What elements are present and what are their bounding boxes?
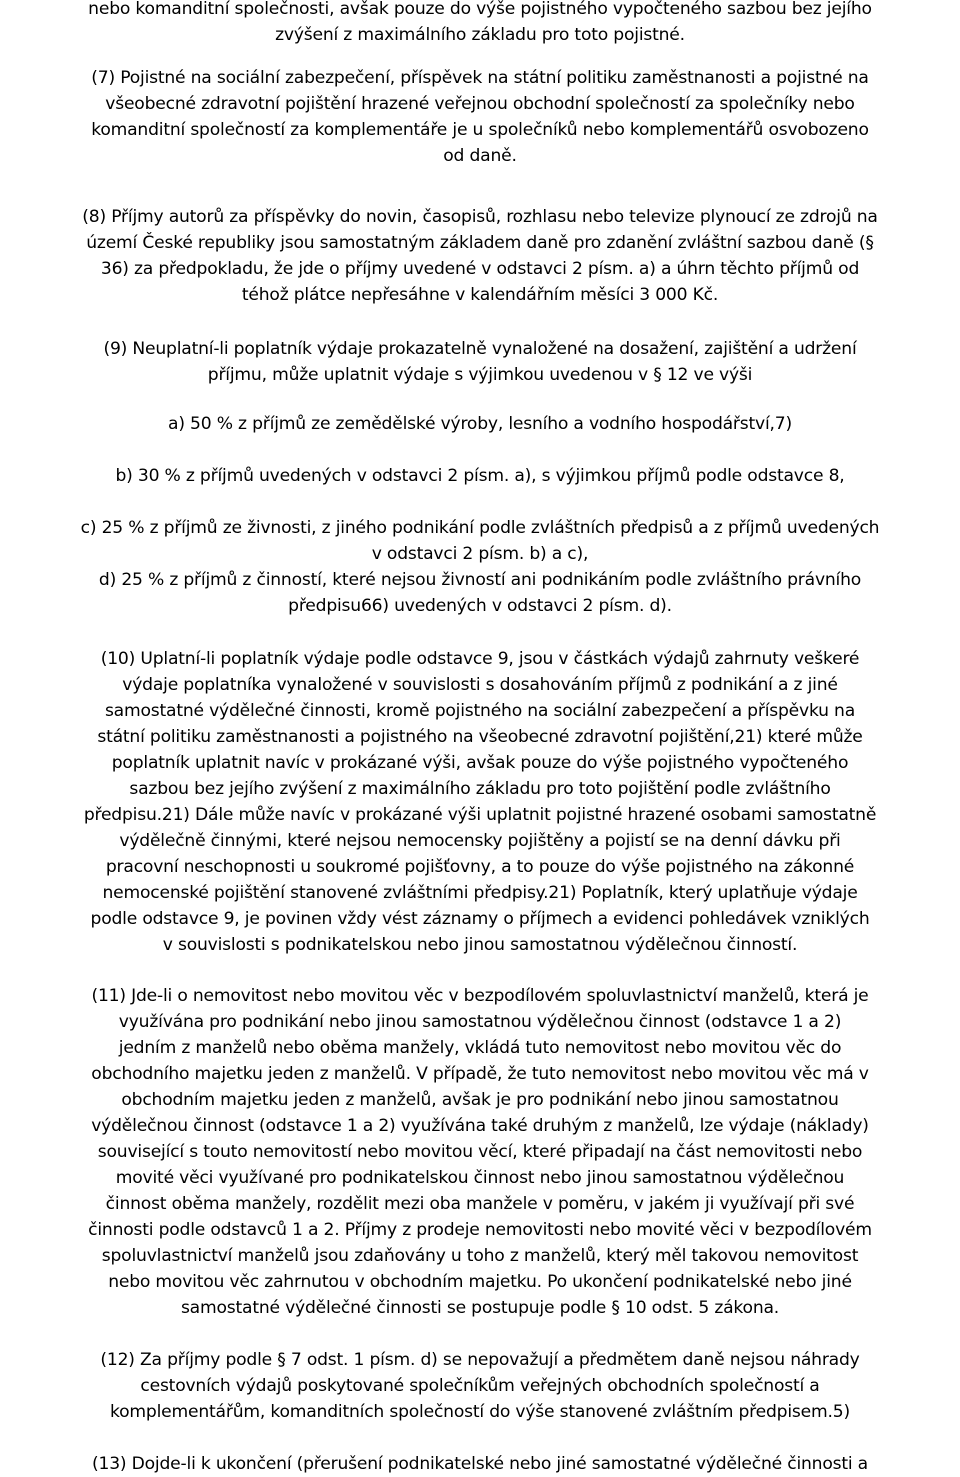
text-line: a) 50 % z příjmů ze zemědělské výroby, lesního a vodního hospodářství,7)	[168, 414, 792, 434]
text-line: související s touto nemovitostí nebo movitou věcí, které připadají na část nemovitosti nebo	[97, 1142, 863, 1162]
text-line: jedním z manželů nebo oběma manžely, vkládá tuto nemovitost nebo movitou věc do	[118, 1038, 842, 1058]
text-line: téhož plátce nepřesáhne v kalendářním měsíci 3 000 Kč.	[241, 285, 719, 305]
text-line: pracovní neschopnosti u soukromé pojišťovny, a to pouze do výše pojistného na zákonné	[105, 857, 855, 877]
paragraph-9-item-b	[0, 463, 960, 489]
text-line: spoluvlastnictví manželů jsou zdaňovány u toho z manželů, který měl takovou nemovitost	[101, 1246, 859, 1266]
text-line: činnost oběma manžely, rozdělit mezi oba manžele v poměru, v jakém ji využívají při své	[105, 1194, 855, 1214]
text-line: (7) Pojistné na sociální zabezpečení, příspěvek na státní politiku zaměstnanosti a pojistné na	[91, 68, 869, 88]
text-line: (12) Za příjmy podle § 7 odst. 1 písm. d) se nepovažují a předmětem daně nejsou náhrady	[100, 1350, 860, 1370]
paragraph-9	[0, 336, 960, 388]
text-line: předpisu66) uvedených v odstavci 2 písm. d).	[288, 596, 672, 616]
paragraph-8	[0, 204, 960, 308]
text-line: podle odstavce 9, je povinen vždy vést záznamy o příjmech a evidenci pohledávek vzniklých	[90, 909, 870, 929]
paragraph-13	[0, 1451, 960, 1477]
text-line: (8) Příjmy autorů za příspěvky do novin, časopisů, rozhlasu nebo televize plynoucí ze zdrojů na	[82, 207, 878, 227]
text-line: státní politiku zaměstnanosti a pojistného na všeobecné zdravotní pojištění,21) které může	[97, 727, 863, 747]
paragraph-10	[0, 646, 960, 958]
text-line: zvýšení z maximálního základu pro toto pojistné.	[275, 25, 685, 45]
text-line: movité věci využívané pro podnikatelskou činnost nebo jinou samostatnou výdělečnou	[115, 1168, 845, 1188]
text-line: obchodním majetku jeden z manželů, avšak je pro podnikání nebo jinou samostatnou	[121, 1090, 839, 1110]
text-line: komplementářům, komanditních společností do výše stanovené zvláštním předpisem.5)	[110, 1402, 850, 1422]
text-line: b) 30 % z příjmů uvedených v odstavci 2 písm. a), s výjimkou příjmů podle odstavce 8,	[115, 466, 845, 486]
paragraph-11	[0, 983, 960, 1321]
text-line: od daně.	[443, 146, 517, 166]
text-line: poplatník uplatnit navíc v prokázané výši, avšak pouze do výše pojistného vypočteného	[111, 753, 849, 773]
text-line: (10) Uplatní-li poplatník výdaje podle odstavce 9, jsou v částkách výdajů zahrnuty veškeré	[100, 649, 860, 669]
text-line: samostatné výdělečné činnosti se postupuje podle § 10 odst. 5 zákona.	[180, 1298, 780, 1318]
text-line: nemocenské pojištění stanovené zvláštními předpisy.21) Poplatník, který uplatňuje výdaje	[102, 883, 858, 903]
text-line: nebo komanditní společnosti, avšak pouze do výše pojistného vypočteného sazbou bez jejího	[88, 0, 872, 19]
paragraph-9-item-a	[0, 411, 960, 437]
text-line: (9) Neuplatní-li poplatník výdaje prokazatelně vynaložené na dosažení, zajištění a udržení	[103, 339, 857, 359]
text-line: výdělečně činnými, které nejsou nemocensky pojištěny a pojistí se na denní dávku při	[119, 831, 841, 851]
text-line: v souvislosti s podnikatelskou nebo jinou samostatnou výdělečnou činností.	[162, 935, 798, 955]
text-line: předpisu.21) Dále může navíc v prokázané výši uplatnit pojistné hrazené osobami samostatně	[83, 805, 877, 825]
paragraph-9-items-c-d	[0, 515, 960, 619]
text-line: nebo movitou věc zahrnutou v obchodním majetku. Po ukončení podnikatelské nebo jiné	[108, 1272, 852, 1292]
text-line: (13) Dojde-li k ukončení (přerušení podnikatelské nebo jiné samostatné výdělečné činnosti a	[92, 1454, 868, 1474]
text-line: výdělečnou činnost (odstavce 1 a 2) využívána také druhým z manželů, lze výdaje (náklady)	[91, 1116, 869, 1136]
text-line: komanditní společností za komplementáře je u společníků nebo komplementářů osvobozeno	[91, 120, 869, 140]
text-line: samostatné výdělečné činnosti, kromě pojistného na sociální zabezpečení a příspěvku na	[104, 701, 856, 721]
text-line: obchodního majetku jeden z manželů. V případě, že tuto nemovitost nebo movitou věc má v	[91, 1064, 869, 1084]
text-line: d) 25 % z příjmů z činností, které nejsou živností ani podnikáním podle zvláštního právního	[98, 570, 862, 590]
text-line: (11) Jde-li o nemovitost nebo movitou věc v bezpodílovém spoluvlastnictví manželů, která je	[91, 986, 869, 1006]
text-line: 36) za předpokladu, že jde o příjmy uvedené v odstavci 2 písm. a) a úhrn těchto příjmů od	[100, 259, 860, 279]
text-line: cestovních výdajů poskytované společníkům veřejných obchodních společností a	[140, 1376, 820, 1396]
text-line: v odstavci 2 písm. b) a c),	[371, 544, 589, 564]
text-line: výdaje poplatníka vynaložené v souvislosti s dosahováním příjmů z podnikání a z jiné	[122, 675, 838, 695]
paragraph-12	[0, 1347, 960, 1425]
text-line: všeobecné zdravotní pojištění hrazené veřejnou obchodní společností za společníky nebo	[105, 94, 855, 114]
paragraph-7	[0, 65, 960, 169]
text-line: využívána pro podnikání nebo jinou samostatnou výdělečnou činnost (odstavce 1 a 2)	[118, 1012, 842, 1032]
text-line: činnosti podle odstavců 1 a 2. Příjmy z prodeje nemovitosti nebo movité věci v bezpodílovém	[88, 1220, 872, 1240]
paragraph-6-continuation	[0, 0, 960, 48]
text-line: sazbou bez jejího zvýšení z maximálního základu pro toto pojištění podle zvláštního	[129, 779, 831, 799]
text-line: území České republiky jsou samostatným základem daně pro zdanění zvláštní sazbou daně (§	[86, 233, 874, 253]
text-line: c) 25 % z příjmů ze živnosti, z jiného podnikání podle zvláštních předpisů a z příjmů uvedených	[80, 518, 880, 538]
text-line: příjmu, může uplatnit výdaje s výjimkou uvedenou v § 12 ve výši	[207, 365, 753, 385]
